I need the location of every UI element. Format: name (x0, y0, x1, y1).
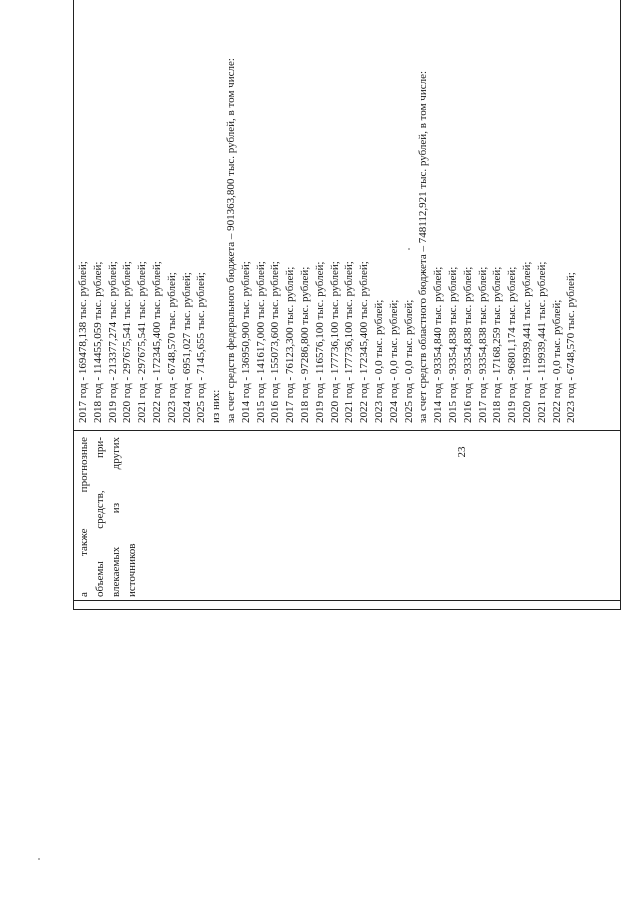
funding-line: 2015 год - 141617,000 тыс. рублей; (254, 261, 267, 423)
funding-line: 2023 год - 6748,570 тыс. рублей; (565, 272, 578, 423)
funding-line: 2018 год - 17168,259 тыс. рублей; (491, 266, 504, 423)
funding-sources-label-cell (76, 437, 140, 597)
funding-line: 2020 год - 119939,441 тыс. рублей; (520, 261, 533, 423)
funding-line: 2024 год - 6951,027 тыс. рублей; (180, 272, 193, 423)
funding-line: 2019 год - 96801,174 тыс. рублей; (506, 266, 519, 423)
funding-line: 2019 год - 213377,274 тыс. рублей; (106, 261, 119, 423)
funding-line: 2025 год - 7145,655 тыс. рублей; (195, 272, 208, 423)
funding-line: из них: (210, 389, 223, 423)
funding-line: 2017 год - 169478,138 тыс. рублей; (77, 261, 89, 423)
funding-line: 2020 год - 177736,100 тыс. рублей; (328, 261, 341, 423)
left-cell-word: прогнозные (78, 437, 90, 493)
funding-line: 2022 год - 172345,400 тыс. рублей; (358, 261, 371, 423)
funding-amounts-cell (76, 0, 579, 423)
left-cell-word: средств, (94, 490, 106, 529)
left-cell-line (124, 437, 140, 597)
left-cell-word: влекаемых (110, 546, 122, 597)
funding-line: 2025 год - 0,0 тыс. рублей; (402, 299, 415, 423)
left-cell-word: а (78, 592, 90, 597)
program-funding-table (73, 0, 621, 610)
funding-line: 2024 год - 0,0 тыс. рублей; (387, 299, 400, 423)
left-cell-word: объемы (94, 561, 106, 597)
left-cell-line (92, 437, 108, 597)
funding-line: 2015 год - 93354,838 тыс. рублей; (446, 266, 459, 423)
funding-line: 2023 год - 6748,570 тыс. рублей; (165, 272, 178, 423)
funding-line: 2014 год - 93354,840 тыс. рублей; (432, 266, 445, 423)
funding-line: за счет средств федерального бюджета – 901363,800 тыс. рублей, в том числе: (224, 58, 237, 423)
page-number: 23 (456, 446, 468, 458)
table-inner-left-border (74, 600, 620, 601)
landscape-page (73, 0, 621, 610)
left-cell-word: из (110, 502, 122, 514)
left-cell-line (76, 437, 92, 597)
left-cell-line (108, 437, 124, 597)
funding-line: 2018 год - 97286,800 тыс. рублей; (298, 266, 311, 423)
left-cell-word: других (110, 437, 122, 470)
funding-line: 2023 год - 0,0 тыс. рублей; (372, 299, 385, 423)
funding-line: 2014 год - 136950,900 тыс. рублей; (239, 261, 252, 423)
funding-line: 2018 год - 114455,059 тыс. рублей; (91, 261, 104, 423)
table-column-divider (74, 430, 620, 431)
funding-line: 2020 год - 297675,541 тыс. рублей; (121, 261, 134, 423)
funding-line: 2022 год - 172345,400 тыс. рублей; (150, 261, 163, 423)
funding-line: 2021 год - 119939,441 тыс. рублей; (535, 261, 548, 423)
funding-line: 2016 год - 155073,600 тыс. рублей; (269, 261, 282, 423)
funding-line: 2017 год - 76123,300 тыс. рублей; (284, 266, 297, 423)
funding-line: 2021 год - 297675,541 тыс. рублей; (136, 261, 149, 423)
left-cell-word: источников (126, 543, 138, 597)
funding-line: 2019 год - 116576,100 тыс. рублей; (313, 261, 326, 423)
rotated-page-area (73, 58, 621, 849)
funding-line: за счет средств областного бюджета – 748112,921 тыс. рублей, в том числе: (417, 70, 430, 423)
left-cell-word: при- (94, 437, 106, 458)
scan-speck (408, 248, 410, 250)
funding-line: 2021 год - 177736,100 тыс. рублей; (343, 261, 356, 423)
left-cell-word: также (78, 528, 90, 556)
scan-speck (38, 858, 40, 860)
funding-line: 2016 год - 93354,838 тыс. рублей; (461, 266, 474, 423)
funding-line: 2017 год - 93354,838 тыс. рублей; (476, 266, 489, 423)
funding-line: 2022 год - 0,0 тыс. рублей; (550, 299, 563, 423)
